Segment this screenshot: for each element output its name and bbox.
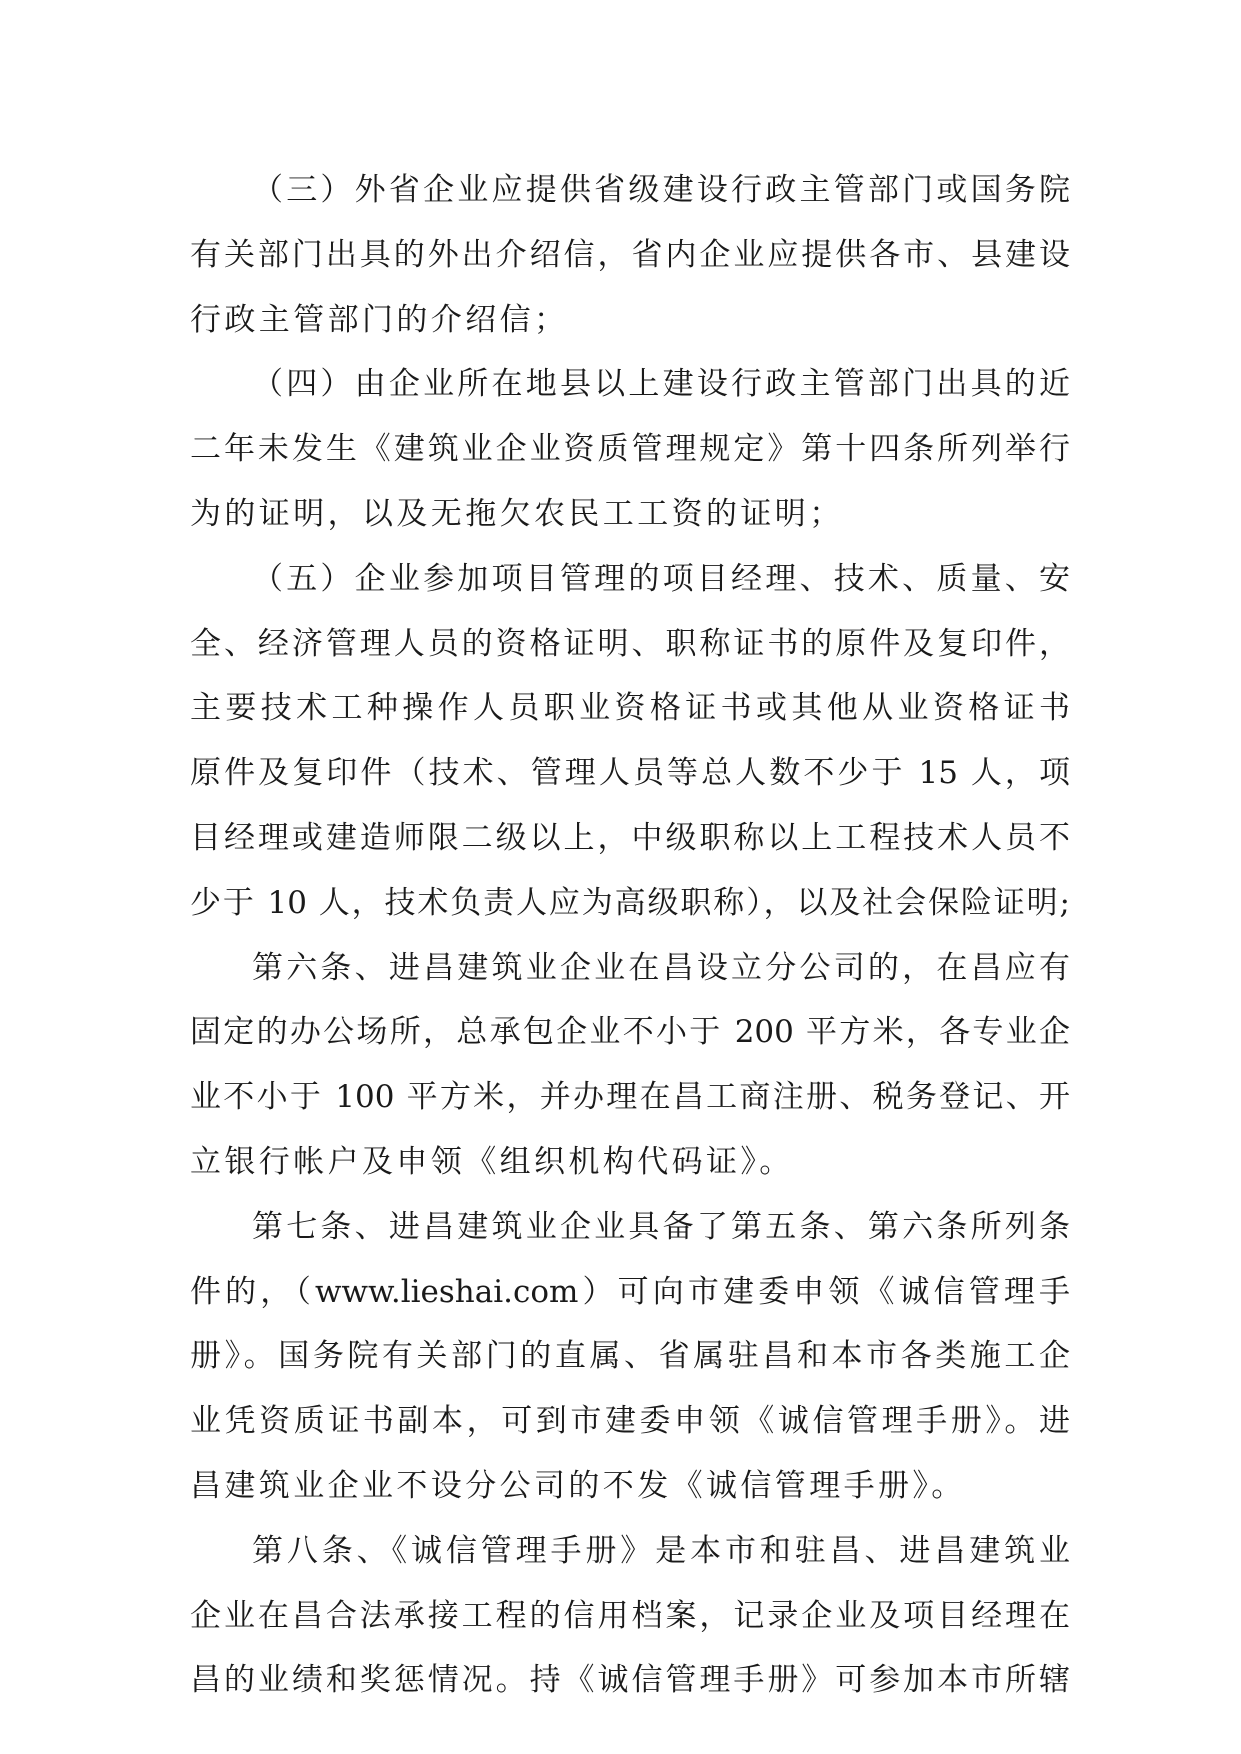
text-line: 昌建筑业企业不设分公司的不发《诚信管理手册》。 <box>190 1467 966 1504</box>
text-line: 业凭资质证书副本，可到市建委申领《诚信管理手册》。进 <box>190 1403 1070 1440</box>
text-line: 少于 10 人，技术负责人应为高级职称），以及社会保险证明; <box>190 884 1070 921</box>
text-line: 件的，（www.lieshai.com）可向市建委申领《诚信管理手 <box>190 1273 1070 1310</box>
text-line: 固定的办公场所，总承包企业不小于 200 平方米，各专业企 <box>190 1014 1070 1051</box>
paragraph-item-4 <box>190 352 1070 546</box>
text-line: 第七条、进昌建筑业企业具备了第五条、第六条所列条 <box>252 1208 1070 1245</box>
text-line: 册》。国务院有关部门的直属、省属驻昌和本市各类施工企 <box>190 1338 1070 1375</box>
text-line: 原件及复印件（技术、管理人员等总人数不少于 15 人，项 <box>190 755 1070 792</box>
text-line: 主要技术工种操作人员职业资格证书或其他从业资格证书 <box>190 690 1070 727</box>
text-line: 目经理或建造师限二级以上，中级职称以上工程技术人员不 <box>190 819 1070 856</box>
text-line: （三）外省企业应提供省级建设行政主管部门或国务院 <box>252 172 1070 208</box>
text-line: 全、经济管理人员的资格证明、职称证书的原件及复印件， <box>190 625 1070 662</box>
text-line: 第八条、《诚信管理手册》是本市和驻昌、进昌建筑业 <box>252 1532 1070 1569</box>
text-line: （四）由企业所在地县以上建设行政主管部门出具的近 <box>252 366 1070 403</box>
document-body <box>190 158 1070 1713</box>
article-6-paragraph <box>190 936 1070 1195</box>
article-7-paragraph <box>190 1195 1070 1519</box>
paragraph-item-3 <box>190 158 1070 352</box>
text-line: 为的证明，以及无拖欠农民工工资的证明； <box>190 495 844 532</box>
text-line: 有关部门出具的外出介绍信，省内企业应提供各市、县建设 <box>190 236 1070 273</box>
text-line: 企业在昌合法承接工程的信用档案，记录企业及项目经理在 <box>190 1597 1070 1634</box>
article-8-paragraph <box>190 1519 1070 1713</box>
text-line: 行政主管部门的介绍信； <box>190 301 569 338</box>
text-line: 二年未发生《建筑业企业资质管理规定》第十四条所列举行 <box>190 431 1070 468</box>
text-line: 立银行帐户及申领《组织机构代码证》。 <box>190 1143 794 1180</box>
text-line: 业不小于 100 平方米，并办理在昌工商注册、税务登记、开 <box>190 1079 1070 1116</box>
text-line: 昌的业绩和奖惩情况。持《诚信管理手册》可参加本市所辖 <box>190 1662 1070 1699</box>
paragraph-item-5 <box>190 547 1070 936</box>
text-line: （五）企业参加项目管理的项目经理、技术、质量、安 <box>252 560 1070 597</box>
text-line: 第六条、进昌建筑业企业在昌设立分公司的，在昌应有 <box>252 949 1070 986</box>
